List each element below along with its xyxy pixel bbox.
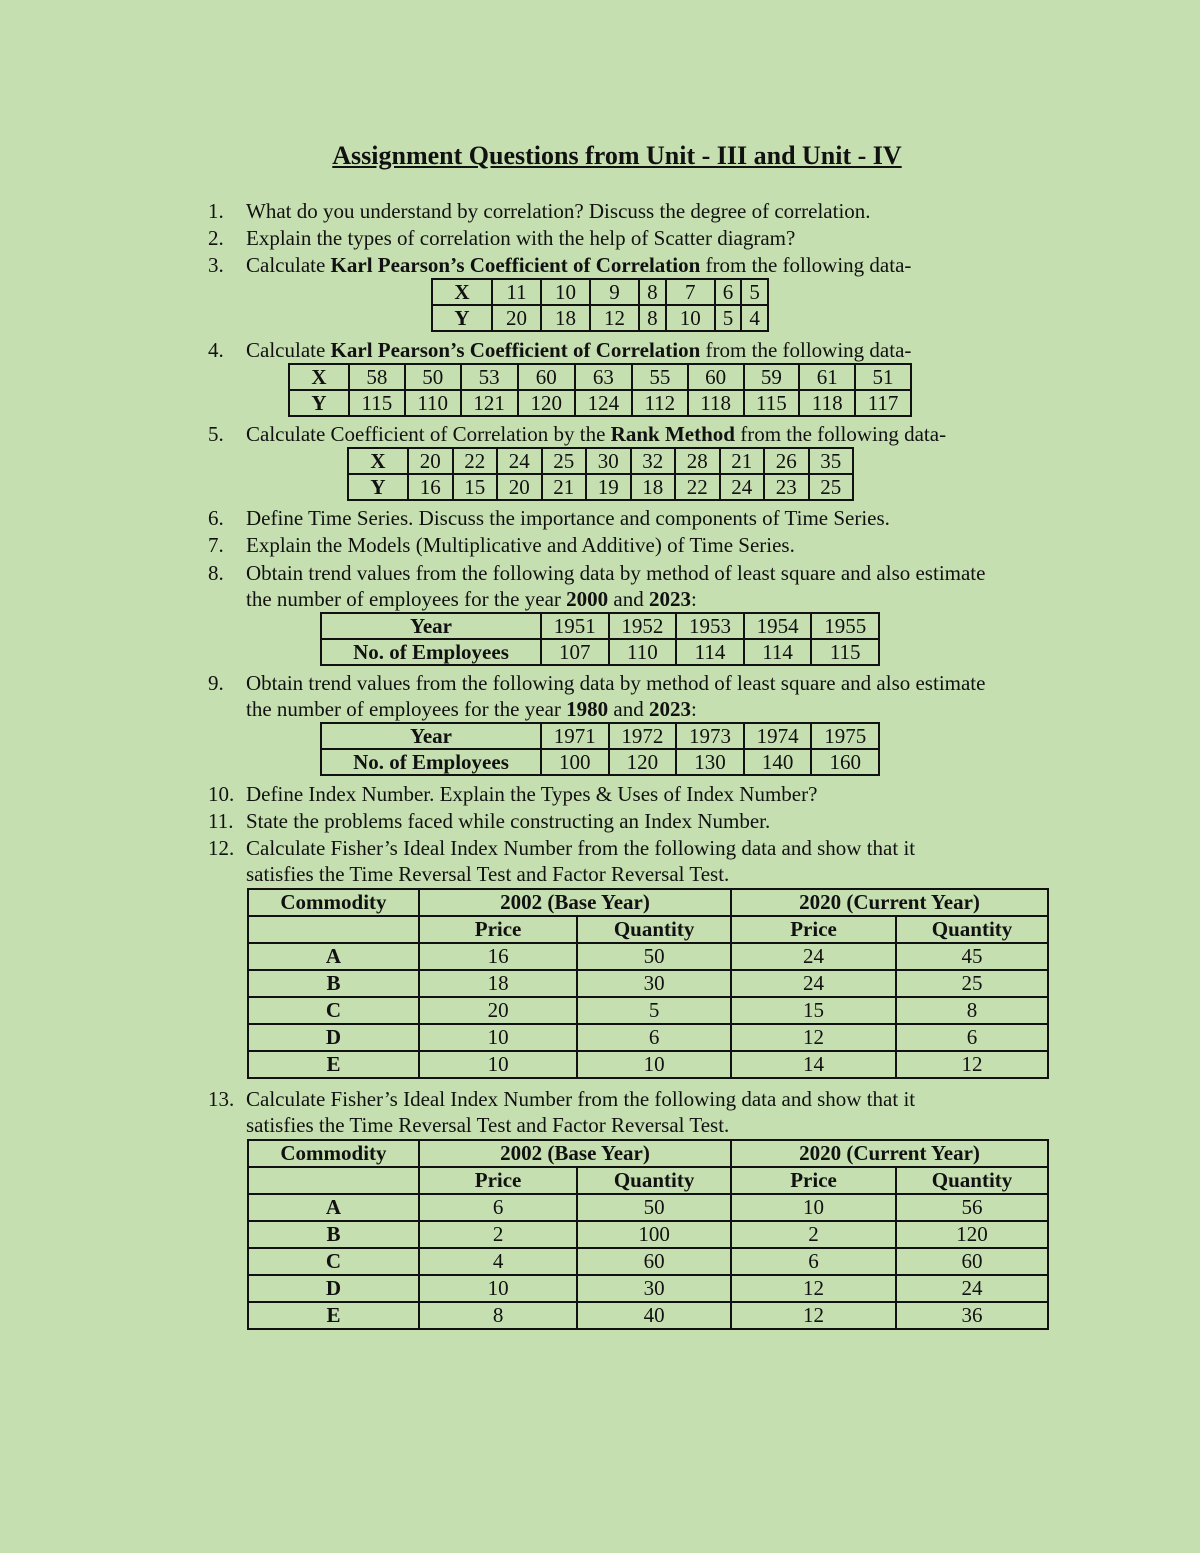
table-cell: 117 bbox=[855, 390, 911, 416]
table-cell: 6 bbox=[715, 279, 742, 305]
table-cell: 60 bbox=[896, 1248, 1048, 1275]
column-header: Commodity bbox=[248, 889, 419, 916]
empty-cell bbox=[248, 916, 419, 943]
question-number: 4. bbox=[208, 338, 224, 362]
question-number: 13. bbox=[208, 1087, 235, 1111]
table-row bbox=[432, 305, 768, 331]
question-text: Calculate Fisher’s Ideal Index Number from the following data and show that it bbox=[246, 1087, 916, 1111]
question-10 bbox=[208, 781, 817, 808]
table-cell: 4 bbox=[741, 305, 768, 331]
table-cell: 18 bbox=[631, 474, 676, 500]
year-cell: 1954 bbox=[744, 613, 812, 639]
table-cell: 24 bbox=[720, 474, 765, 500]
table-cell: 12 bbox=[731, 1275, 896, 1302]
commodity-cell: C bbox=[248, 997, 419, 1024]
table-row bbox=[321, 723, 879, 749]
table-cell: 10 bbox=[419, 1024, 577, 1051]
table-row bbox=[248, 997, 1048, 1024]
question-text: Explain the Models (Multiplicative and Additive) of Time Series. bbox=[246, 533, 795, 557]
row-header: No. of Employees bbox=[321, 749, 541, 775]
year-cell: 1974 bbox=[744, 723, 812, 749]
question-number: 10. bbox=[208, 782, 235, 806]
table-cell: 30 bbox=[577, 1275, 731, 1302]
value-cell: 140 bbox=[744, 749, 812, 775]
commodity-cell: E bbox=[248, 1051, 419, 1078]
table-cell: 53 bbox=[461, 364, 518, 390]
table-cell: 6 bbox=[896, 1024, 1048, 1051]
row-header: Y bbox=[289, 390, 349, 416]
table-cell: 2 bbox=[419, 1221, 577, 1248]
question-text-pre: Calculate bbox=[246, 338, 331, 362]
column-header: Price bbox=[731, 916, 896, 943]
question-text-bold: Rank Method bbox=[610, 422, 735, 446]
table-cell: 12 bbox=[731, 1302, 896, 1329]
table-cell: 6 bbox=[577, 1024, 731, 1051]
column-header: Price bbox=[419, 1167, 577, 1194]
question-text: State the problems faced while constructing an Index Number. bbox=[246, 809, 771, 833]
question-8-line-2 bbox=[246, 586, 697, 613]
table-cell: 59 bbox=[744, 364, 800, 390]
column-header: Price bbox=[419, 916, 577, 943]
value-cell: 115 bbox=[811, 639, 879, 665]
commodity-cell: D bbox=[248, 1024, 419, 1051]
table-cell: 22 bbox=[453, 448, 498, 474]
commodity-cell: E bbox=[248, 1302, 419, 1329]
year-bold: 2000 bbox=[566, 587, 609, 611]
question-text-bold: Karl Pearson’s Coefficient of Correlation bbox=[330, 338, 701, 362]
question-2 bbox=[208, 225, 795, 252]
commodity-cell: D bbox=[248, 1275, 419, 1302]
table-cell: 10 bbox=[541, 279, 590, 305]
table-cell: 50 bbox=[577, 1194, 731, 1221]
table-cell: 16 bbox=[419, 943, 577, 970]
table-cell: 18 bbox=[419, 970, 577, 997]
empty-cell bbox=[248, 1167, 419, 1194]
table-cell: 63 bbox=[575, 364, 632, 390]
table-cell: 25 bbox=[896, 970, 1048, 997]
value-cell: 130 bbox=[676, 749, 744, 775]
column-header: Quantity bbox=[577, 916, 731, 943]
commodity-cell: C bbox=[248, 1248, 419, 1275]
table-cell: 20 bbox=[408, 448, 453, 474]
table-cell: 24 bbox=[497, 448, 542, 474]
column-header: Quantity bbox=[896, 1167, 1048, 1194]
table-cell: 51 bbox=[855, 364, 911, 390]
question-12-line-2: satisfies the Time Reversal Test and Factor Reversal Test. bbox=[246, 862, 730, 886]
column-header: Commodity bbox=[248, 1140, 419, 1167]
table-cell: 10 bbox=[666, 305, 715, 331]
table-cell: 24 bbox=[731, 943, 896, 970]
table-cell: 55 bbox=[632, 364, 688, 390]
year-cell: 1952 bbox=[609, 613, 677, 639]
question-text-pre: Calculate Coefficient of Correlation by the bbox=[246, 422, 611, 446]
question-text-post: from the following data- bbox=[734, 422, 947, 446]
table-cell: 11 bbox=[492, 279, 541, 305]
table-cell: 61 bbox=[799, 364, 855, 390]
table-cell: 20 bbox=[497, 474, 542, 500]
table-cell: 32 bbox=[631, 448, 676, 474]
question-13 bbox=[208, 1086, 915, 1113]
table-cell: 16 bbox=[408, 474, 453, 500]
commodity-cell: B bbox=[248, 1221, 419, 1248]
question-13-line-2: satisfies the Time Reversal Test and Factor Reversal Test. bbox=[246, 1113, 730, 1137]
year-cell: 1951 bbox=[541, 613, 609, 639]
value-cell: 100 bbox=[541, 749, 609, 775]
table-row bbox=[348, 474, 853, 500]
rank-table-q5 bbox=[347, 447, 854, 501]
table-cell: 58 bbox=[349, 364, 405, 390]
value-cell: 120 bbox=[609, 749, 677, 775]
table-cell: 7 bbox=[666, 279, 715, 305]
table-row bbox=[248, 1167, 1048, 1194]
table-cell: 9 bbox=[590, 279, 639, 305]
table-row bbox=[321, 639, 879, 665]
column-header: Quantity bbox=[896, 916, 1048, 943]
year-cell: 1971 bbox=[541, 723, 609, 749]
table-row bbox=[289, 364, 911, 390]
column-header: Quantity bbox=[577, 1167, 731, 1194]
column-header: 2002 (Base Year) bbox=[419, 1140, 731, 1167]
value-cell: 160 bbox=[811, 749, 879, 775]
table-row bbox=[248, 1248, 1048, 1275]
table-cell: 36 bbox=[896, 1302, 1048, 1329]
commodity-cell: B bbox=[248, 970, 419, 997]
question-text: Define Index Number. Explain the Types & Uses of Index Number? bbox=[246, 782, 818, 806]
table-cell: 8 bbox=[896, 997, 1048, 1024]
question-number: 7. bbox=[208, 533, 224, 557]
question-number: 9. bbox=[208, 671, 224, 695]
table-cell: 25 bbox=[809, 474, 854, 500]
employees-table-q8 bbox=[320, 612, 880, 666]
table-cell: 10 bbox=[419, 1051, 577, 1078]
table-cell: 120 bbox=[896, 1221, 1048, 1248]
table-cell: 10 bbox=[731, 1194, 896, 1221]
table-cell: 24 bbox=[896, 1275, 1048, 1302]
table-cell: 118 bbox=[799, 390, 855, 416]
question-9 bbox=[208, 670, 985, 697]
table-cell: 18 bbox=[541, 305, 590, 331]
table-cell: 30 bbox=[586, 448, 631, 474]
question-7 bbox=[208, 532, 795, 559]
table-cell: 60 bbox=[577, 1248, 731, 1275]
table-row bbox=[248, 889, 1048, 916]
table-row bbox=[248, 970, 1048, 997]
table-cell: 21 bbox=[720, 448, 765, 474]
commodity-cell: A bbox=[248, 1194, 419, 1221]
question-3 bbox=[208, 252, 911, 279]
table-cell: 12 bbox=[896, 1051, 1048, 1078]
row-header: Y bbox=[348, 474, 408, 500]
table-cell: 6 bbox=[419, 1194, 577, 1221]
table-cell: 45 bbox=[896, 943, 1048, 970]
table-row bbox=[248, 1221, 1048, 1248]
table-cell: 5 bbox=[577, 997, 731, 1024]
question-number: 12. bbox=[208, 836, 235, 860]
text-part: : bbox=[690, 697, 697, 721]
correlation-table-q4 bbox=[288, 363, 912, 417]
table-cell: 12 bbox=[731, 1024, 896, 1051]
table-cell: 15 bbox=[453, 474, 498, 500]
table-cell: 120 bbox=[518, 390, 575, 416]
table-cell: 10 bbox=[419, 1275, 577, 1302]
value-cell: 114 bbox=[744, 639, 812, 665]
table-cell: 23 bbox=[764, 474, 809, 500]
question-9-line-2 bbox=[246, 696, 697, 723]
question-number: 8. bbox=[208, 561, 224, 585]
question-text-pre: Calculate bbox=[246, 253, 331, 277]
value-cell: 110 bbox=[609, 639, 677, 665]
table-cell: 60 bbox=[688, 364, 744, 390]
year-bold: 1980 bbox=[566, 697, 609, 721]
year-cell: 1972 bbox=[609, 723, 677, 749]
table-row bbox=[248, 1051, 1048, 1078]
table-row bbox=[321, 749, 879, 775]
table-cell: 5 bbox=[741, 279, 768, 305]
table-row bbox=[248, 1275, 1048, 1302]
table-cell: 24 bbox=[731, 970, 896, 997]
column-header: 2002 (Base Year) bbox=[419, 889, 731, 916]
table-cell: 8 bbox=[639, 279, 666, 305]
correlation-table-q3 bbox=[431, 278, 769, 332]
table-cell: 110 bbox=[405, 390, 461, 416]
table-row bbox=[248, 1302, 1048, 1329]
table-cell: 12 bbox=[590, 305, 639, 331]
table-cell: 28 bbox=[675, 448, 720, 474]
row-header: Year bbox=[321, 723, 541, 749]
row-header: Y bbox=[432, 305, 492, 331]
table-cell: 4 bbox=[419, 1248, 577, 1275]
table-row bbox=[248, 916, 1048, 943]
table-cell: 40 bbox=[577, 1302, 731, 1329]
question-text-bold: Karl Pearson’s Coefficient of Correlation bbox=[330, 253, 701, 277]
text-part: : bbox=[690, 587, 697, 611]
question-number: 11. bbox=[208, 809, 234, 833]
question-1 bbox=[208, 198, 871, 225]
table-cell: 22 bbox=[675, 474, 720, 500]
question-number: 6. bbox=[208, 506, 224, 530]
question-text-post: from the following data- bbox=[700, 338, 912, 362]
column-header: Price bbox=[731, 1167, 896, 1194]
question-text: Obtain trend values from the following data by method of least square and also estimate bbox=[246, 671, 986, 695]
question-number: 3. bbox=[208, 253, 224, 277]
question-11 bbox=[208, 808, 770, 835]
table-cell: 14 bbox=[731, 1051, 896, 1078]
question-text: Obtain trend values from the following data by method of least square and also estimate bbox=[246, 561, 986, 585]
question-4 bbox=[208, 337, 911, 364]
table-cell: 8 bbox=[639, 305, 666, 331]
table-cell: 19 bbox=[586, 474, 631, 500]
table-cell: 6 bbox=[731, 1248, 896, 1275]
question-number: 5. bbox=[208, 422, 224, 446]
table-row bbox=[289, 390, 911, 416]
value-cell: 107 bbox=[541, 639, 609, 665]
table-cell: 118 bbox=[688, 390, 744, 416]
row-header: Year bbox=[321, 613, 541, 639]
year-bold: 2023 bbox=[648, 697, 691, 721]
table-cell: 2 bbox=[731, 1221, 896, 1248]
table-cell: 115 bbox=[744, 390, 800, 416]
question-5 bbox=[208, 421, 946, 448]
table-cell: 35 bbox=[809, 448, 854, 474]
table-row bbox=[432, 279, 768, 305]
fisher-table-q13 bbox=[247, 1139, 1049, 1330]
text-part: and bbox=[608, 697, 649, 721]
text-part: and bbox=[608, 587, 649, 611]
table-cell: 20 bbox=[419, 997, 577, 1024]
table-cell: 50 bbox=[405, 364, 461, 390]
question-text: What do you understand by correlation? Discuss the degree of correlation. bbox=[246, 199, 871, 223]
question-8 bbox=[208, 560, 985, 587]
text-part: the number of employees for the year bbox=[246, 587, 567, 611]
row-header: No. of Employees bbox=[321, 639, 541, 665]
table-cell: 115 bbox=[349, 390, 405, 416]
commodity-cell: A bbox=[248, 943, 419, 970]
table-cell: 124 bbox=[575, 390, 632, 416]
question-text-post: from the following data- bbox=[700, 253, 912, 277]
question-12 bbox=[208, 835, 915, 862]
question-text: Calculate Fisher’s Ideal Index Number from the following data and show that it bbox=[246, 836, 916, 860]
table-row bbox=[321, 613, 879, 639]
text-part: the number of employees for the year bbox=[246, 697, 567, 721]
row-header: X bbox=[348, 448, 408, 474]
table-row bbox=[248, 1024, 1048, 1051]
table-cell: 21 bbox=[542, 474, 587, 500]
table-cell: 20 bbox=[492, 305, 541, 331]
table-row bbox=[348, 448, 853, 474]
table-cell: 50 bbox=[577, 943, 731, 970]
year-cell: 1955 bbox=[811, 613, 879, 639]
question-number: 2. bbox=[208, 226, 224, 250]
table-cell: 5 bbox=[715, 305, 742, 331]
employees-table-q9 bbox=[320, 722, 880, 776]
column-header: 2020 (Current Year) bbox=[731, 1140, 1048, 1167]
table-cell: 30 bbox=[577, 970, 731, 997]
question-number: 1. bbox=[208, 199, 224, 223]
page-title: Assignment Questions from Unit - III and Unit - IV bbox=[332, 141, 902, 170]
table-cell: 56 bbox=[896, 1194, 1048, 1221]
year-cell: 1975 bbox=[811, 723, 879, 749]
question-text: Explain the types of correlation with the help of Scatter diagram? bbox=[246, 226, 796, 250]
table-cell: 26 bbox=[764, 448, 809, 474]
table-cell: 112 bbox=[632, 390, 688, 416]
table-cell: 60 bbox=[518, 364, 575, 390]
question-6 bbox=[208, 505, 890, 532]
table-cell: 8 bbox=[419, 1302, 577, 1329]
question-text: Define Time Series. Discuss the importance and components of Time Series. bbox=[246, 506, 890, 530]
table-cell: 121 bbox=[461, 390, 518, 416]
column-header: 2020 (Current Year) bbox=[731, 889, 1048, 916]
year-bold: 2023 bbox=[648, 587, 691, 611]
table-row bbox=[248, 1194, 1048, 1221]
row-header: X bbox=[432, 279, 492, 305]
table-cell: 15 bbox=[731, 997, 896, 1024]
value-cell: 114 bbox=[676, 639, 744, 665]
year-cell: 1973 bbox=[676, 723, 744, 749]
year-cell: 1953 bbox=[676, 613, 744, 639]
fisher-table-q12 bbox=[247, 888, 1049, 1079]
table-cell: 100 bbox=[577, 1221, 731, 1248]
table-cell: 10 bbox=[577, 1051, 731, 1078]
table-row bbox=[248, 943, 1048, 970]
row-header: X bbox=[289, 364, 349, 390]
table-cell: 25 bbox=[542, 448, 587, 474]
table-row bbox=[248, 1140, 1048, 1167]
